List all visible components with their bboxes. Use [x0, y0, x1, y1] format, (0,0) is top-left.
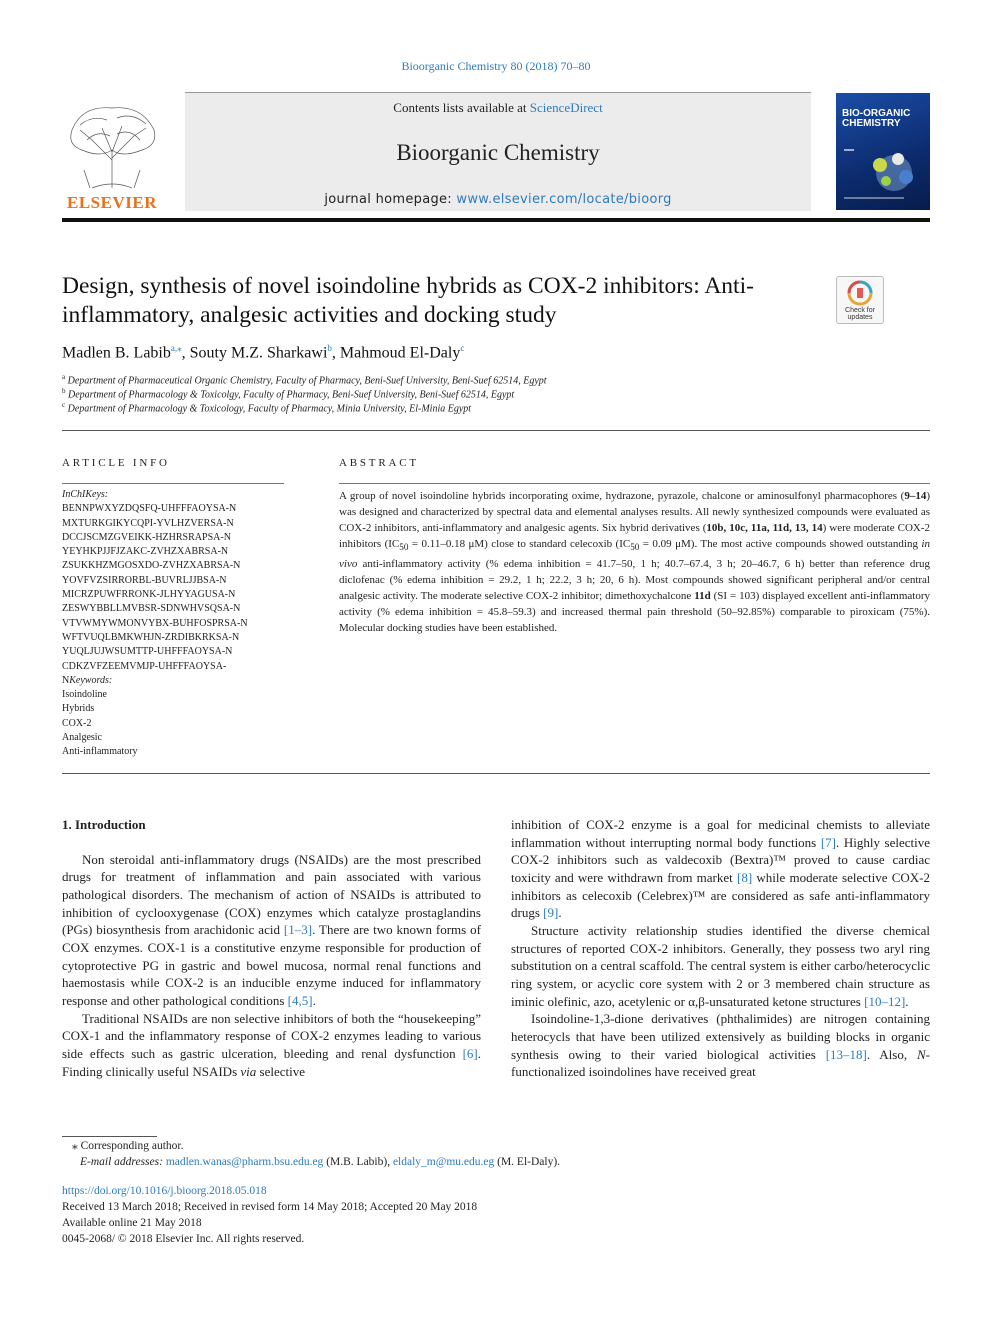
inchikey: YUQLJUJWSUMTTP-UHFFFAOYSA-N — [62, 646, 233, 658]
inchikey: ZESWYBBLLMVBSR-SDNWHVSQSA-N — [62, 603, 241, 615]
publication-info — [62, 1183, 477, 1247]
affiliation: $^b$ Department of Pharmacology & Toxicolgy, Faculty of Pharmacy, Beni-Suef University, Beni-Suef 62514, Egypt — [62, 387, 515, 401]
body-column-left — [62, 816, 481, 1080]
citation-link[interactable]: [8] — [736, 869, 753, 885]
email-link[interactable]: eldaly_m@mu.edu.eg — [392, 1156, 495, 1168]
journal-cover[interactable] — [836, 93, 930, 210]
inchikey: YEYHKPJJFJZAKC-ZVHZXABRSA-N — [62, 546, 229, 558]
affiliation: $^c$ Department of Pharmacology & Toxicology, Faculty of Pharmacy, Minia University, El-Minia Egypt — [62, 401, 472, 415]
received-dates: Received 13 March 2018; Received in revised form 14 May 2018; Accepted 20 May 2018 — [62, 1201, 478, 1213]
journal-title: Bioorganic Chemistry — [396, 140, 600, 165]
cover-title: BIO-ORGANIC CHEMISTRY — [842, 108, 911, 129]
author-affil-mark: a,⁎ — [170, 343, 182, 353]
abstract-heading: ABSTRACT — [339, 457, 419, 469]
section-rule — [62, 773, 930, 774]
inchikey: YOVFVZSIRRORBL-BUVRLJJBSA-N — [62, 574, 227, 586]
keyword: Analgesic — [62, 732, 102, 744]
journal-citation[interactable]: Bioorganic Chemistry 80 (2018) 70–80 — [401, 59, 591, 73]
inchikey: MXTURKGIKYCQPI-YVLHZVERSA-N — [62, 517, 234, 529]
author-affil-mark: b — [327, 343, 332, 353]
intro-paragraph: Structure activity relationship studies identified the diverse chemical structures of reported COX-2 inhibitors. Generally, they possess two aryl ring substitution on a central scaffold. The central system is either carbo/heterocyclic ring system, or acyclic core system with 2 or 3 membered chain structure as iminic olefinic, azo, acetylenic or α,β-unsaturated ketone structures [10–12]. — [511, 922, 930, 1009]
author-affil-mark: c — [460, 343, 465, 353]
footnotes — [62, 1138, 560, 1170]
sciencedirect-link[interactable]: ScienceDirect — [529, 100, 603, 115]
intro-paragraph: Non steroidal anti-inflammatory drugs (NSAIDs) are the most prescribed drugs for treatment of inflammation and pain associated with various pathological disorders. The mechanism of action of NSAIDs is attributed to inhibition of cyclooxygenase (COX) enzymes which catalyze prostaglandins (PGs) biosynthesis from arachidonic acid [1–3]. There are two known forms of COX enzymes. COX-1 is a constitutive enzyme responsible for production of cytoprotective PG in gastric and bowel mucosa, normal renal functions and haemostasis while COX-2 is an inducible enzyme induced for inflammatory response and other pathological conditions [4,5]. — [62, 851, 481, 1008]
keyword: COX-2 — [62, 717, 92, 729]
cover-artwork — [836, 93, 930, 210]
citation-link[interactable]: [4,5] — [287, 992, 313, 1008]
article-info-heading: ARTICLE INFO — [62, 457, 170, 469]
citation-link[interactable]: [6] — [462, 1045, 478, 1061]
doi-link[interactable]: https://doi.org/10.1016/j.bioorg.2018.05.018 — [62, 1185, 267, 1197]
abstract-rule — [339, 483, 930, 484]
citation-link[interactable]: [13–18] — [825, 1046, 867, 1062]
keyword: Anti-inflammatory — [62, 746, 138, 758]
citation-link[interactable]: [9] — [543, 905, 559, 921]
inchikey: DCCJSCMZGVEIKK-HZHRSRAPSA-N — [62, 531, 231, 543]
header-rule — [62, 218, 930, 222]
inchikey: WFTVUQLBMKWHJN-ZRDIBKRKSA-N — [62, 631, 240, 643]
footnote-rule — [62, 1136, 157, 1137]
body-column-right — [511, 816, 930, 1081]
citation-link[interactable]: [7] — [820, 834, 836, 850]
author-name: Souty M.Z. Sharkawi — [189, 344, 328, 362]
email-addresses: E-mail addresses: madlen.wanas@pharm.bsu.edu.eg (M.B. Labib), eldaly_m@mu.edu.eg (M. El-Daly). — [80, 1156, 561, 1168]
inchikey: VTVWMYWMONVYBX-BUHFOSPRSA-N — [62, 617, 248, 629]
affiliation: $^a$ Department of Pharmaceutical Organic Chemistry, Faculty of Pharmacy, Beni-Suef University, Beni-Suef 62514, Egypt — [62, 373, 547, 387]
inchikey: CDKZVFZEEMVMJP-UHFFFAOYSA- — [62, 660, 227, 672]
keywords-label: Keywords: — [69, 674, 113, 686]
email-link[interactable]: madlen.wanas@pharm.bsu.edu.eg — [165, 1156, 324, 1168]
article-info-rule — [62, 483, 284, 484]
elsevier-wordmark: ELSEVIER — [67, 193, 157, 212]
journal-homepage: journal homepage: www.elsevier.com/locate/bioorg — [324, 192, 672, 207]
contents-line: Contents lists available at ScienceDirect — [393, 100, 603, 115]
intro-paragraph: Traditional NSAIDs are non selective inhibitors of both the “housekeeping” COX-1 and the inflammatory response of COX-2 enzymes leading to various side effects such as gastric ulceration, bleeding and renal dysfunction [6]. Finding clinically useful NSAIDs via selective — [62, 1010, 481, 1079]
keyword: Isoindoline — [62, 689, 107, 701]
intro-paragraph: Isoindoline-1,3-dione derivatives (phthalimides) are nitrogen containing heterocycls that have been utilized extensively as building blocks in organic synthesis owing to their varied biological activities [13–18]. Also, N-functionalized isoindolines have received great — [511, 1011, 930, 1080]
crossmark-icon — [837, 277, 883, 311]
keyword: Hybrids — [62, 703, 95, 715]
author-name: Madlen B. Labib — [62, 344, 171, 362]
section-rule — [62, 430, 930, 431]
check-for-updates-badge[interactable]: Check for updates — [836, 276, 884, 324]
intro-paragraph: inhibition of COX-2 enzyme is a goal for medicinal chemists to alleviate inflammation without interrupting normal body functions [7]. Highly selective COX-2 inhibitors such as valdecoxib (Bextra)™ proved to cause cardiac toxicity and were withdrawn from market [8] while moderate selective COX-2 inhibitors as celecoxib (Celebrex)™ are considered as safe anti-inflammatory drugs [9]. — [511, 817, 930, 921]
corresponding-author-note: ⁎ Corresponding author. — [72, 1140, 184, 1152]
article-title: Design, synthesis of novel isoindoline hybrids as COX-2 inhibitors: Anti-inflammatory, analgesic activities and docking study — [62, 273, 754, 328]
intro-heading: 1. Introduction — [62, 817, 146, 832]
citation-link[interactable]: [10–12] — [864, 993, 906, 1009]
copyright: 0045-2068/ © 2018 Elsevier Inc. All rights reserved. — [62, 1233, 305, 1245]
article-info: InChIKeys: BENNPWXYZDQSFQ-UHFFFAOYSA-N MXTURKGIKYCQPI-YVLHZVERSA-N DCCJSCMZGVEIKK-HZHRSRAPSA-N YEYHKPJJFJZAKC-ZVHZXABRSA-N ZSUKKHZMGOSXDO-ZVHZXABRSA-N YOVFVZSIRRORBL-BUVRLJJBSA-N MICRZPUWFRRONK-JLHYYAGUSA-N ZESWYBBLLMVBSR-SDNWHVSQSA-N VTVWMYWMONVYBX-BUHFOSPRSA-N WFTVUQLBMKWHJN-ZRDIBKRKSA-N YUQLJUJWSUMTTP-UHFFFAOYSA-N CDKZVFZEEMVMJP-UHFFFAOYSA- NKeywords: Isoindoline Hybrids COX-2 Analgesic Anti-inflammatory — [62, 488, 292, 760]
inchikey: MICRZPUWFRRONK-JLHYYAGUSA-N — [62, 589, 236, 601]
homepage-link[interactable]: www.elsevier.com/locate/bioorg — [456, 192, 672, 207]
citation-link[interactable]: [1–3] — [283, 922, 313, 938]
author-name: Mahmoud El-Daly — [339, 344, 461, 362]
online-date: Available online 21 May 2018 — [62, 1217, 202, 1229]
author-list: Madlen B. Labib$^{a,⁎}$, Souty M.Z. Sharkawi$^b$, Mahmoud El-Daly$^c$ — [62, 343, 465, 362]
abstract-text: A group of novel isoindoline hybrids incorporating oxime, hydrazone, pyrazole, chalcone or aminosulfonyl pharmacophores (9–14) was designed and characterized by spectral data and elemental analyses results. All newly synthesized compounds were evaluated as COX-2 inhibitors, anti-inflammatory and analgesic agents. Six hybrid derivatives (10b, 10c, 11a, 11d, 13, 14) were moderate COX-2 inhibitors ($IC_{50} = 0.11-0.18$ μM) close to standard celecoxib ($IC_{50} = 0.09$ μM). The most active compounds showed outstanding in vivo anti-inflammatory activity (% edema inhibition = 41.7–50, 1 h; 40.7–67.4, 3 h; 20–46.7, 6 h) better than reference drug diclofenac (% edema inhibition = 29.2, 1 h; 22.2, 3 h; 20, 6 h). Most compounds showed significant peripheral and/or central analgesic activity. The moderate selective COX-2 inhibitor; dimethoxychalcone 11d (SI = 103) displayed excellent anti-inflammatory activity (% edema inhibition = 45.8–59.3) and increased thermal pain threshold (50–92.85%) comparable to piroxicam (75%). Molecular docking studies have been established. — [339, 490, 931, 634]
inchikey: BENNPWXYZDQSFQ-UHFFFAOYSA-N — [62, 503, 237, 515]
inchikey: ZSUKKHZMGOSXDO-ZVHZXABRSA-N — [62, 560, 241, 572]
inchikeys-label: InChIKeys: — [62, 489, 109, 500]
